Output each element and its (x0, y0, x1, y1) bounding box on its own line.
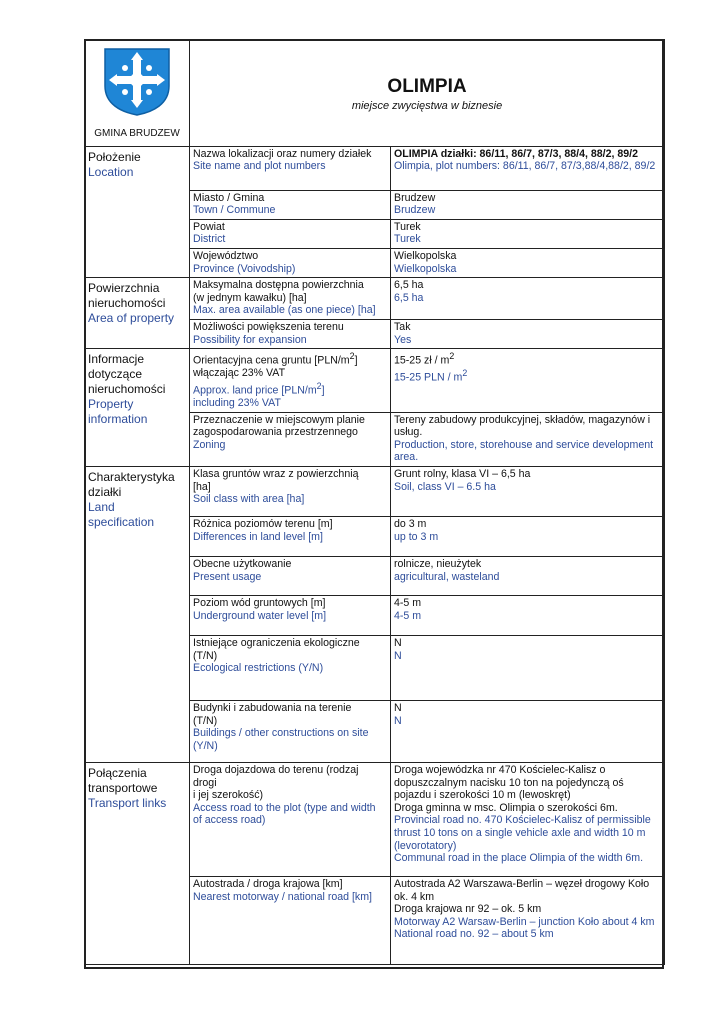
value-cell: 4-5 m 4-5 m (391, 595, 665, 635)
label-cell: Możliwości powiększenia terenu Possibility for expansion (190, 319, 391, 348)
label-cell: Budynki i zabudowania na terenie (T/N) Buildings / other constructions on site (Y/N) (190, 700, 391, 762)
value-cell: rolnicze, nieużytek agricultural, wasteland (391, 556, 665, 595)
label-cell: Orientacyjna cena gruntu $[PLN/m^2]$ włączając 23% VAT Approx. land price $[PLN/m^2]$ including 23% VAT (190, 349, 391, 412)
section-property: Informacje dotyczące nieruchomości Property information (85, 349, 190, 467)
table-row (85, 349, 665, 412)
label-cell: Istniejące ograniczenia ekologiczne (T/N) Ecological restrictions (Y/N) (190, 635, 391, 700)
title-cell (190, 40, 665, 147)
label-cell: Autostrada / droga krajowa [km] Nearest motorway / national road [km] (190, 876, 391, 964)
value-cell: Wielkopolska Wielkopolska (391, 248, 665, 277)
label-cell: Przeznaczenie w miejscowym planie zagospodarowania przestrzennego Zoning (190, 412, 391, 466)
property-sheet (84, 39, 664, 969)
label-cell: Obecne użytkowanie Present usage (190, 556, 391, 595)
value-cell: Brudzew Brudzew (391, 190, 665, 219)
label-cell: Województwo Province (Voivodship) (190, 248, 391, 277)
label-cell: Klasa gruntów wraz z powierzchnią [ha] Soil class with area [ha] (190, 466, 391, 516)
label-cell: Miasto / Gmina Town / Commune (190, 190, 391, 219)
table-row (85, 146, 665, 190)
value-cell: Turek Turek (391, 219, 665, 248)
table-row (85, 762, 665, 876)
crest-caption: GMINA BRUDZEW (94, 128, 180, 139)
value-cell: N N (391, 635, 665, 700)
value-cell: do 3 m up to 3 m (391, 516, 665, 556)
page-title: OLIMPIA (387, 76, 467, 97)
label-cell: Maksymalna dostępna powierzchnia (w jednym kawałku) [ha] Max. area available (as one piece) [ha] (190, 278, 391, 320)
value-cell: N N (391, 700, 665, 762)
value-cell: Tak Yes (391, 319, 665, 348)
header-row (85, 40, 665, 147)
label-cell: Powiat District (190, 219, 391, 248)
offer-table (84, 39, 665, 965)
table-row (85, 466, 665, 516)
section-area: Powierzchnia nieruchomości Area of property (85, 278, 190, 349)
value-cell: 15-25 zł / $m^2$ 15-25 PLN / $m^2$ (391, 349, 665, 412)
value-cell: Grunt rolny, klasa VI – 6,5 ha Soil, class VI – 6.5 ha (391, 466, 665, 516)
section-land: Charakterystyka działki Land specification (85, 466, 190, 762)
value-cell: OLIMPIA działki: 86/11, 86/7, 87/3, 88/4, 88/2, 89/2 Olimpia, plot numbers: 86/11, 86/7, 87/3,88/4,88/2, 89/2 (391, 146, 665, 190)
section-transport: Połączenia transportowe Transport links (85, 762, 190, 964)
value-cell: Autostrada A2 Warszawa-Berlin – węzeł drogowy Koło ok. 4 km Droga krajowa nr 92 – ok. 5 km Motorway A2 Warsaw-Berlin – junction Koło about 4 km National road no. 92 – about 5 km (391, 876, 665, 964)
label-cell: Nazwa lokalizacji oraz numery działek Site name and plot numbers (190, 146, 391, 190)
table-row (85, 278, 665, 320)
value-cell: Tereny zabudowy produkcyjnej, składów, magazynów i usług. Production, store, storehouse and service development area. (391, 412, 665, 466)
label-cell: Różnica poziomów terenu [m] Differences in land level [m] (190, 516, 391, 556)
label-cell: Droga dojazdowa do terenu (rodzaj drogi i jej szerokość) Access road to the plot (type and width of access road) (190, 762, 391, 876)
value-cell: 6,5 ha 6,5 ha (391, 278, 665, 320)
page-subtitle: miejsce zwycięstwa w biznesie (351, 100, 503, 112)
crest-cell (85, 40, 190, 147)
value-cell: Droga wojewódzka nr 470 Kościelec-Kalisz o dopuszczalnym nacisku 10 ton na pojedynczą oś pojazdu i szerokości 10 m (lewoskręt) Droga gminna w msc. Olimpia o szerokości 6m. Provincial road no. 470 Kościelec-Kalisz of permissible thrust 10 tons on a single vehicle axle and width 10 m (levorotatory) Communal road in the place Olimpia of the width 6m. (391, 762, 665, 876)
section-location: Położenie Location (85, 146, 190, 278)
gmina-crest-logo (101, 46, 173, 116)
label-cell: Poziom wód gruntowych [m] Underground water level [m] (190, 595, 391, 635)
